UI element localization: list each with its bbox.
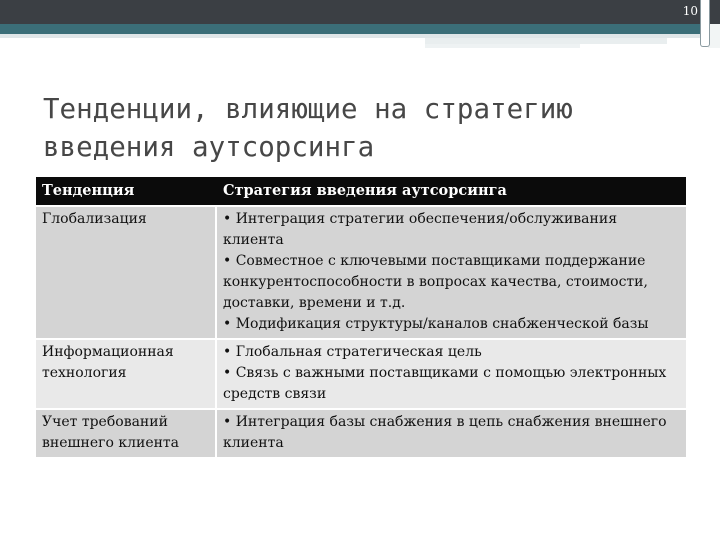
trend-cell: Информационная технология	[36, 338, 217, 408]
strategy-bullet: • Интеграция базы снабжения в цепь снабжения внешнего клиента	[223, 414, 667, 451]
slide-title	[43, 90, 693, 166]
top-band	[0, 0, 720, 24]
slide-number-tab	[700, 0, 710, 47]
table-row	[36, 338, 686, 408]
accent-band	[0, 24, 700, 34]
table-row	[36, 205, 686, 338]
strategy-bullet: • Глобальная стратегическая цель	[223, 344, 482, 360]
title-line-2: введения аутсорсинга	[43, 131, 375, 163]
strategy-bullet: • Совместное с ключевыми поставщиками поддержание конкурентоспособности в вопросах качества, стоимости, доставки, времени и т.д.	[223, 253, 648, 311]
strategy-bullet: • Связь с важными поставщиками с помощью электронных средств связи	[223, 365, 667, 402]
column-header-trend: Тенденция	[36, 177, 217, 205]
strategy-cell	[217, 338, 686, 408]
column-header-strategy: Стратегия введения аутсорсинга	[217, 177, 686, 205]
slide-number: 10	[682, 4, 698, 18]
strategy-bullet: • Модификация структуры/каналов снабженческой базы	[223, 316, 649, 332]
trends-table	[36, 177, 686, 457]
table-row	[36, 408, 686, 457]
strategy-cell	[217, 408, 686, 457]
table-header-row	[36, 177, 686, 205]
title-line-1: Тенденции, влияющие на стратегию	[43, 93, 573, 125]
strategy-bullet: • Интеграция стратегии обеспечения/обслуживания клиента	[223, 211, 618, 248]
accent-stripe-shorter	[425, 44, 580, 48]
strategy-cell	[217, 205, 686, 338]
trend-cell: Учет требований внешнего клиента	[36, 408, 217, 457]
trend-cell: Глобализация	[36, 205, 217, 338]
